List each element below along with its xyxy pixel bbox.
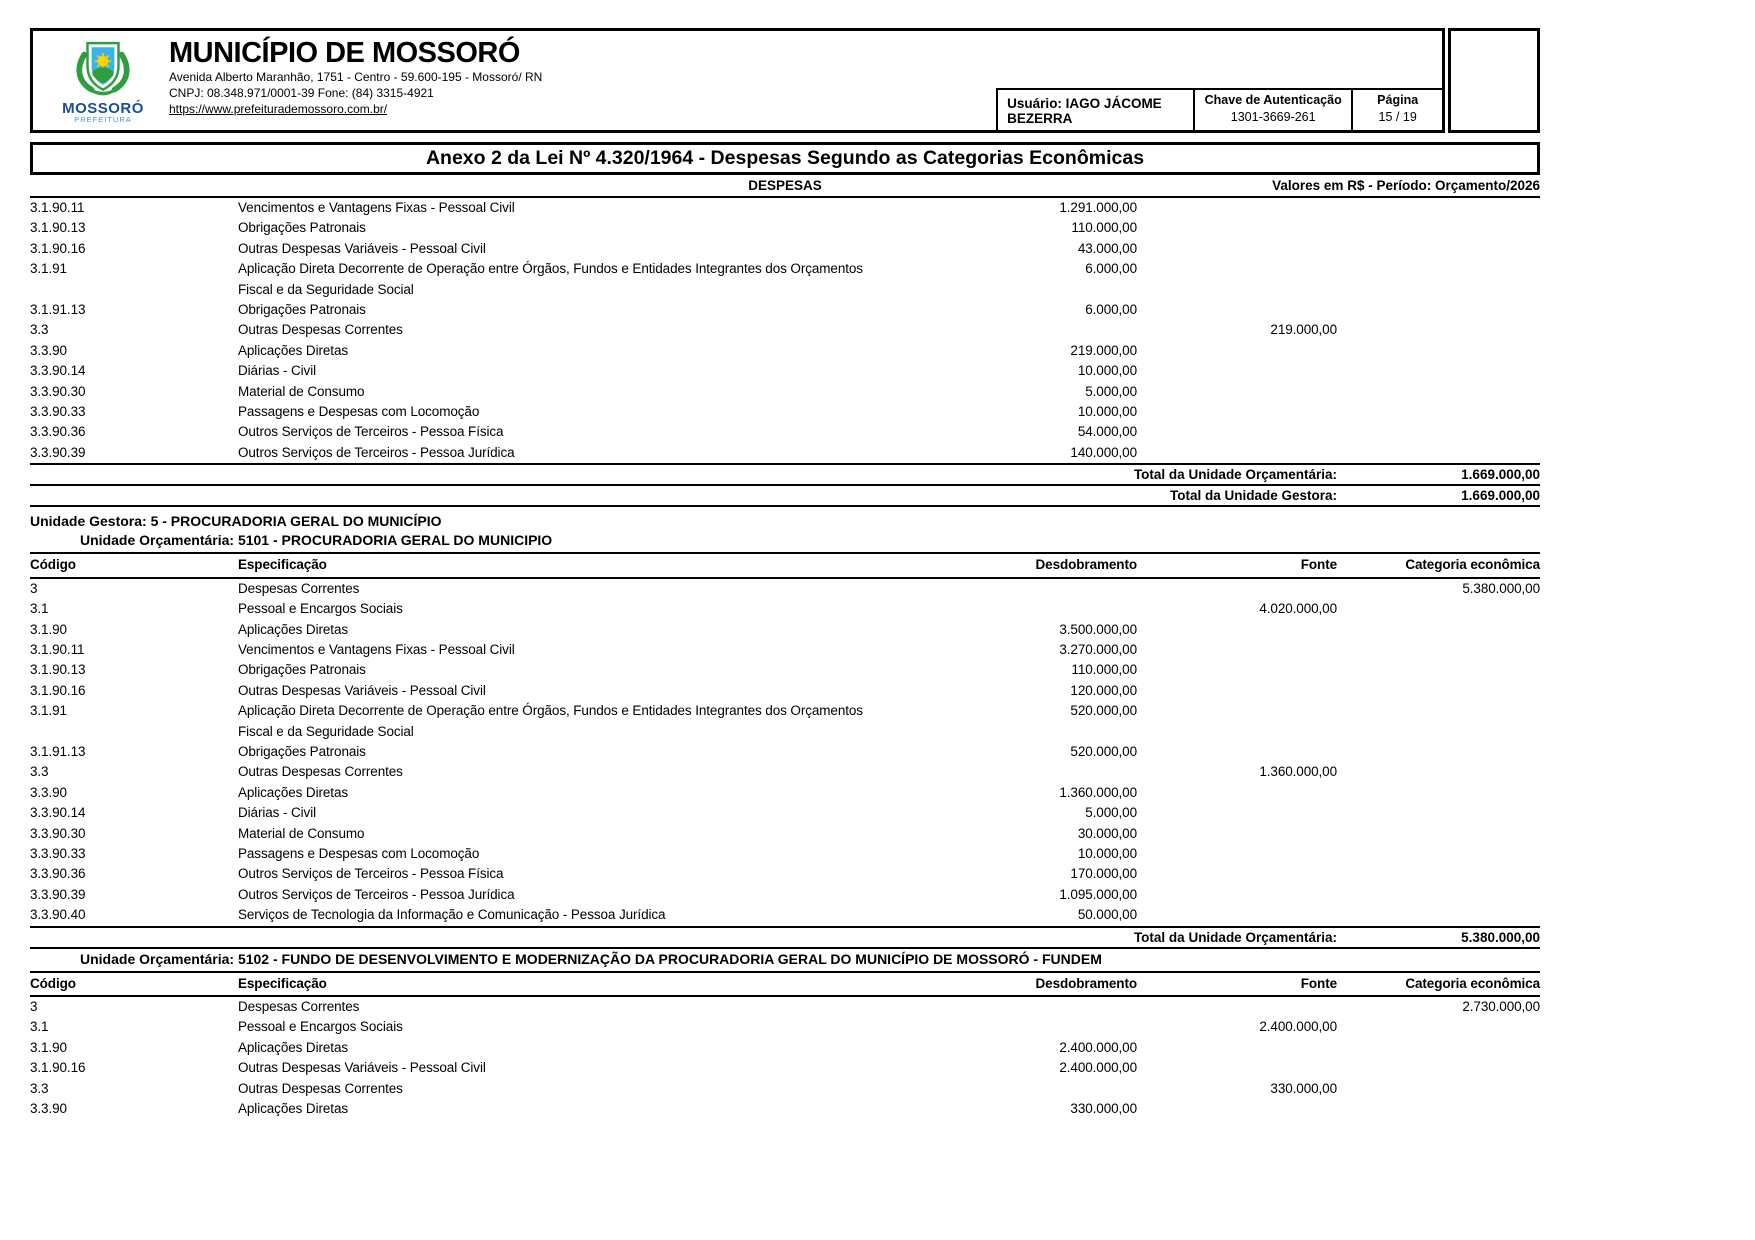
cell-categoria bbox=[1337, 1079, 1540, 1099]
page-number-label: Página bbox=[1377, 93, 1419, 107]
cell-categoria bbox=[1337, 803, 1540, 823]
cell-desdobramento: 219.000,00 bbox=[1070, 342, 1137, 358]
cell-categoria bbox=[1337, 259, 1540, 300]
cell-fonte bbox=[1137, 681, 1337, 701]
cell-fonte bbox=[1137, 742, 1337, 762]
cell-codigo: 3.3 bbox=[30, 322, 49, 338]
table-row bbox=[30, 844, 1540, 864]
table-row bbox=[30, 783, 1540, 803]
cell-especificacao: Outras Despesas Variáveis - Pessoal Civil bbox=[238, 682, 486, 698]
table-row bbox=[30, 701, 1540, 742]
cell-categoria: 5.380.000,00 bbox=[1462, 580, 1540, 596]
column-header-desdobramento: Desdobramento bbox=[1035, 557, 1137, 573]
cell-desdobramento: 10.000,00 bbox=[1077, 845, 1137, 861]
cell-categoria bbox=[1337, 1038, 1540, 1058]
cell-categoria bbox=[1337, 341, 1540, 361]
cell-fonte bbox=[1137, 885, 1337, 905]
cell-especificacao: Aplicação Direta Decorrente de Operação entre Órgãos, Fundos e Entidades Integrantes dos Orçamentos Fiscal e da Seguridade Social bbox=[238, 703, 863, 739]
logo-city-name: MOSSORÓ bbox=[62, 100, 144, 117]
unit-gestora-heading: Unidade Gestora: 5 - PROCURADORIA GERAL DO MUNICÍPIO bbox=[30, 513, 442, 530]
table-row bbox=[30, 997, 1540, 1017]
total-row bbox=[30, 463, 1540, 486]
total-label: Total da Unidade Gestora: bbox=[1169, 488, 1337, 504]
cell-desdobramento: 54.000,00 bbox=[1077, 424, 1137, 440]
cell-especificacao: Outras Despesas Variáveis - Pessoal Civil bbox=[238, 1060, 486, 1076]
cell-desdobramento: 110.000,00 bbox=[1071, 220, 1137, 236]
unit-orcamentaria-heading: Unidade Orçamentária: 5101 - PROCURADORIA GERAL DO MUNICIPIO bbox=[80, 532, 553, 549]
cell-codigo: 3.3.90 bbox=[30, 1101, 67, 1117]
report-band bbox=[30, 175, 1540, 198]
cell-codigo: 3.3.90.30 bbox=[30, 825, 86, 841]
cell-fonte bbox=[1137, 997, 1337, 1017]
cell-especificacao: Diárias - Civil bbox=[238, 363, 317, 379]
cell-desdobramento: 330.000,00 bbox=[1070, 1101, 1137, 1117]
table-row bbox=[30, 599, 1540, 619]
table-row bbox=[30, 742, 1540, 762]
cell-fonte: 2.400.000,00 bbox=[1259, 1019, 1337, 1035]
column-header-row bbox=[30, 971, 1540, 997]
table-row bbox=[30, 320, 1540, 340]
table-row bbox=[30, 660, 1540, 680]
cell-categoria bbox=[1337, 640, 1540, 660]
total-value: 1.669.000,00 bbox=[1461, 488, 1540, 504]
column-header-fonte: Fonte bbox=[1300, 557, 1337, 573]
cell-fonte bbox=[1137, 824, 1337, 844]
cell-fonte bbox=[1137, 803, 1337, 823]
table-row bbox=[30, 1099, 1540, 1119]
table-row bbox=[30, 885, 1540, 905]
cell-codigo: 3 bbox=[30, 999, 38, 1014]
cell-desdobramento bbox=[898, 997, 1137, 1017]
cell-especificacao: Pessoal e Encargos Sociais bbox=[238, 601, 403, 617]
cell-codigo: 3.3.90.33 bbox=[30, 404, 86, 420]
table-row bbox=[30, 620, 1540, 640]
table-row bbox=[30, 640, 1540, 660]
cell-especificacao: Aplicações Diretas bbox=[238, 621, 348, 637]
cell-categoria bbox=[1337, 844, 1540, 864]
cell-desdobramento: 120.000,00 bbox=[1070, 682, 1137, 698]
cell-categoria bbox=[1337, 599, 1540, 619]
cell-categoria bbox=[1337, 402, 1540, 422]
cell-codigo: 3.1.90.16 bbox=[30, 1060, 86, 1076]
cell-fonte: 219.000,00 bbox=[1270, 322, 1337, 338]
city-crest-icon bbox=[70, 84, 136, 101]
cell-codigo: 3.3.90.33 bbox=[30, 845, 86, 861]
cell-categoria bbox=[1337, 361, 1540, 381]
cell-desdobramento: 3.500.000,00 bbox=[1059, 621, 1137, 637]
cell-especificacao: Obrigações Patronais bbox=[238, 220, 366, 236]
cell-fonte bbox=[1137, 905, 1337, 925]
cell-fonte bbox=[1137, 579, 1337, 599]
cell-codigo: 3.1.90.16 bbox=[30, 682, 86, 698]
cell-fonte bbox=[1137, 239, 1337, 259]
cell-desdobramento: 50.000,00 bbox=[1077, 907, 1137, 923]
table-row bbox=[30, 1058, 1540, 1078]
column-header-categoria: Categoria econômica bbox=[1405, 557, 1540, 573]
table-row bbox=[30, 1079, 1540, 1099]
cell-codigo: 3 bbox=[30, 580, 38, 596]
table-row bbox=[30, 239, 1540, 259]
cell-fonte bbox=[1137, 361, 1337, 381]
cell-codigo: 3.1.90.11 bbox=[30, 200, 85, 215]
cell-desdobramento bbox=[898, 762, 1137, 782]
cell-fonte bbox=[1137, 402, 1337, 422]
cell-especificacao: Vencimentos e Vantagens Fixas - Pessoal Civil bbox=[238, 641, 515, 657]
table-row bbox=[30, 681, 1540, 701]
cell-fonte bbox=[1137, 422, 1337, 442]
auth-key-value: 1301-3669-261 bbox=[1230, 110, 1316, 124]
cell-especificacao: Obrigações Patronais bbox=[238, 662, 366, 678]
cell-fonte bbox=[1137, 218, 1337, 238]
cell-fonte bbox=[1137, 844, 1337, 864]
cell-categoria bbox=[1337, 1058, 1540, 1078]
table-row bbox=[30, 443, 1540, 463]
budget-section bbox=[30, 949, 1540, 1120]
cell-especificacao: Aplicação Direta Decorrente de Operação entre Órgãos, Fundos e Entidades Integrantes dos Orçamentos Fiscal e da Seguridade Social bbox=[238, 261, 863, 297]
column-header-codigo: Código bbox=[30, 557, 76, 573]
cell-codigo: 3.1.90 bbox=[30, 621, 67, 637]
report-sections bbox=[30, 198, 1540, 1119]
cell-categoria: 2.730.000,00 bbox=[1462, 999, 1540, 1014]
cell-especificacao: Despesas Correntes bbox=[238, 580, 360, 596]
table-row bbox=[30, 300, 1540, 320]
cell-especificacao: Outros Serviços de Terceiros - Pessoa Física bbox=[238, 866, 504, 882]
table-row bbox=[30, 579, 1540, 599]
table-row bbox=[30, 382, 1540, 402]
total-value: 1.669.000,00 bbox=[1461, 467, 1540, 483]
table-row bbox=[30, 218, 1540, 238]
cell-especificacao: Serviços de Tecnologia da Informação e Comunicação - Pessoa Jurídica bbox=[238, 907, 666, 923]
cell-codigo: 3.3.90.39 bbox=[30, 886, 86, 902]
column-header-desdobramento: Desdobramento bbox=[1035, 975, 1137, 991]
cell-fonte bbox=[1137, 1058, 1337, 1078]
table-row bbox=[30, 341, 1540, 361]
cell-codigo: 3.1.90.11 bbox=[30, 641, 85, 657]
cell-categoria bbox=[1337, 1099, 1540, 1119]
cell-desdobramento bbox=[898, 320, 1137, 340]
cell-codigo: 3.1.90.16 bbox=[30, 240, 86, 256]
cell-desdobramento bbox=[898, 1079, 1137, 1099]
column-header-especificacao: Especificação bbox=[238, 557, 327, 573]
cell-codigo: 3.1 bbox=[30, 1019, 49, 1035]
org-address: Avenida Alberto Maranhão, 1751 - Centro - 59.600-195 - Mossoró/ RN bbox=[169, 70, 543, 84]
org-info bbox=[157, 31, 542, 130]
cell-especificacao: Outros Serviços de Terceiros - Pessoa Física bbox=[238, 424, 504, 440]
cell-codigo: 3.3.90 bbox=[30, 342, 67, 358]
cell-desdobramento: 5.000,00 bbox=[1085, 805, 1137, 821]
cell-fonte bbox=[1137, 1038, 1337, 1058]
cell-categoria bbox=[1337, 762, 1540, 782]
cell-especificacao: Aplicações Diretas bbox=[238, 784, 348, 800]
cell-especificacao: Vencimentos e Vantagens Fixas - Pessoal Civil bbox=[238, 200, 515, 215]
cell-codigo: 3.3.90.39 bbox=[30, 444, 86, 460]
column-header-row bbox=[30, 552, 1540, 578]
cell-desdobramento: 30.000,00 bbox=[1077, 825, 1137, 841]
cell-desdobramento: 140.000,00 bbox=[1070, 444, 1137, 460]
cell-categoria bbox=[1337, 422, 1540, 442]
page-number-value: 15 / 19 bbox=[1378, 110, 1417, 124]
cell-especificacao: Aplicações Diretas bbox=[238, 1101, 348, 1117]
cell-fonte bbox=[1137, 198, 1337, 218]
auth-key-label: Chave de Autenticação bbox=[1204, 93, 1342, 107]
cell-fonte bbox=[1137, 443, 1337, 463]
table-row bbox=[30, 422, 1540, 442]
cell-desdobramento: 5.000,00 bbox=[1085, 383, 1137, 399]
cell-categoria bbox=[1337, 620, 1540, 640]
band-center-label: DESPESAS bbox=[748, 178, 822, 193]
report-title: Anexo 2 da Lei Nº 4.320/1964 - Despesas Segundo as Categorias Econômicas bbox=[30, 142, 1540, 175]
cell-fonte: 330.000,00 bbox=[1270, 1080, 1337, 1096]
table-row bbox=[30, 864, 1540, 884]
cell-fonte bbox=[1137, 864, 1337, 884]
total-row bbox=[30, 926, 1540, 949]
cell-especificacao: Outras Despesas Correntes bbox=[238, 764, 403, 780]
page-header bbox=[30, 0, 1540, 133]
cell-categoria bbox=[1337, 218, 1540, 238]
org-website-link[interactable]: https://www.prefeiturademossoro.com.br/ bbox=[169, 102, 388, 116]
table-row bbox=[30, 198, 1540, 218]
column-header-especificacao: Especificação bbox=[238, 975, 327, 991]
cell-codigo: 3.3.90 bbox=[30, 784, 67, 800]
cell-fonte bbox=[1137, 620, 1337, 640]
cell-codigo: 3.1.91.13 bbox=[30, 302, 86, 318]
cell-categoria bbox=[1337, 300, 1540, 320]
cell-desdobramento: 170.000,00 bbox=[1070, 866, 1137, 882]
total-row bbox=[30, 486, 1540, 507]
cell-especificacao: Obrigações Patronais bbox=[238, 743, 366, 759]
cell-fonte bbox=[1137, 701, 1337, 742]
cell-desdobramento bbox=[898, 1017, 1137, 1037]
cell-codigo: 3.3.90.36 bbox=[30, 424, 86, 440]
table-row bbox=[30, 803, 1540, 823]
document-page bbox=[30, 0, 1540, 1119]
cell-especificacao: Passagens e Despesas com Locomoção bbox=[238, 845, 480, 861]
cell-desdobramento: 110.000,00 bbox=[1071, 662, 1137, 678]
cell-especificacao: Diárias - Civil bbox=[238, 805, 317, 821]
cell-desdobramento: 6.000,00 bbox=[1085, 261, 1137, 277]
cell-fonte: 4.020.000,00 bbox=[1259, 601, 1337, 617]
letterhead-box bbox=[30, 28, 1445, 133]
total-value: 5.380.000,00 bbox=[1461, 929, 1540, 945]
auth-key-cell bbox=[1193, 90, 1351, 130]
table-row bbox=[30, 361, 1540, 381]
page-number-cell bbox=[1351, 90, 1442, 130]
cell-categoria bbox=[1337, 742, 1540, 762]
cell-desdobramento: 2.400.000,00 bbox=[1059, 1039, 1137, 1055]
cell-especificacao: Aplicações Diretas bbox=[238, 1039, 348, 1055]
cell-codigo: 3.1.90 bbox=[30, 1039, 67, 1055]
cell-categoria bbox=[1337, 198, 1540, 218]
budget-section bbox=[30, 198, 1540, 507]
table-row bbox=[30, 259, 1540, 300]
cell-desdobramento: 6.000,00 bbox=[1085, 302, 1137, 318]
cell-categoria bbox=[1337, 660, 1540, 680]
cell-desdobramento: 43.000,00 bbox=[1077, 240, 1137, 256]
cell-fonte bbox=[1137, 259, 1337, 300]
cell-categoria bbox=[1337, 701, 1540, 742]
auth-strip bbox=[996, 88, 1442, 130]
cell-desdobramento: 520.000,00 bbox=[1070, 703, 1137, 719]
cell-fonte: 1.360.000,00 bbox=[1259, 764, 1337, 780]
cell-codigo: 3.3.90.30 bbox=[30, 383, 86, 399]
cell-fonte bbox=[1137, 341, 1337, 361]
user-cell: Usuário: IAGO JÁCOME BEZERRA bbox=[996, 90, 1193, 130]
cell-especificacao: Obrigações Patronais bbox=[238, 302, 366, 318]
cell-especificacao: Material de Consumo bbox=[238, 383, 365, 399]
table-row bbox=[30, 762, 1540, 782]
cell-fonte bbox=[1137, 1099, 1337, 1119]
cell-codigo: 3.3.90.40 bbox=[30, 907, 86, 923]
cell-desdobramento: 10.000,00 bbox=[1077, 363, 1137, 379]
cell-categoria bbox=[1337, 885, 1540, 905]
table-row bbox=[30, 824, 1540, 844]
stamp-box bbox=[1448, 28, 1540, 133]
cell-especificacao: Outros Serviços de Terceiros - Pessoa Jurídica bbox=[238, 444, 515, 460]
cell-especificacao: Pessoal e Encargos Sociais bbox=[238, 1019, 403, 1035]
cell-codigo: 3.1.90.13 bbox=[30, 662, 86, 678]
column-header-fonte: Fonte bbox=[1300, 975, 1337, 991]
column-header-codigo: Código bbox=[30, 975, 76, 991]
org-cnpj-phone: CNPJ: 08.348.971/0001-39 Fone: (84) 3315-4921 bbox=[169, 86, 434, 100]
org-name: MUNICÍPIO DE MOSSORÓ bbox=[169, 37, 520, 69]
column-header-categoria: Categoria econômica bbox=[1405, 975, 1540, 991]
table-row bbox=[30, 1038, 1540, 1058]
cell-categoria bbox=[1337, 239, 1540, 259]
cell-fonte bbox=[1137, 783, 1337, 803]
total-label: Total da Unidade Orçamentária: bbox=[1133, 929, 1337, 945]
cell-especificacao: Material de Consumo bbox=[238, 825, 365, 841]
cell-especificacao: Passagens e Despesas com Locomoção bbox=[238, 404, 480, 420]
cell-desdobramento: 3.270.000,00 bbox=[1059, 641, 1137, 657]
cell-especificacao: Outros Serviços de Terceiros - Pessoa Jurídica bbox=[238, 886, 515, 902]
band-right-label: Valores em R$ - Período: Orçamento/2026 bbox=[1272, 178, 1540, 193]
unit-orcamentaria-heading: Unidade Orçamentária: 5102 - FUNDO DE DESENVOLVIMENTO E MODERNIZAÇÃO DA PROCURADORIA GERAL DO MUNICÍPIO DE MOSSORÓ - FUNDEM bbox=[80, 950, 1102, 967]
cell-categoria bbox=[1337, 905, 1540, 925]
table-row bbox=[30, 402, 1540, 422]
cell-desdobramento: 1.095.000,00 bbox=[1059, 886, 1137, 902]
cell-codigo: 3.3.90.14 bbox=[30, 805, 86, 821]
logo-subtitle: PREFEITURA bbox=[74, 115, 132, 124]
cell-categoria bbox=[1337, 864, 1540, 884]
cell-especificacao: Aplicações Diretas bbox=[238, 342, 348, 358]
cell-categoria bbox=[1337, 783, 1540, 803]
cell-categoria bbox=[1337, 681, 1540, 701]
cell-fonte bbox=[1137, 640, 1337, 660]
cell-fonte bbox=[1137, 660, 1337, 680]
cell-desdobramento: 1.291.000,00 bbox=[1059, 200, 1137, 215]
cell-codigo: 3.1 bbox=[30, 601, 49, 617]
city-logo bbox=[33, 31, 157, 130]
cell-desdobramento bbox=[898, 579, 1137, 599]
cell-codigo: 3.3 bbox=[30, 764, 49, 780]
cell-codigo: 3.3 bbox=[30, 1080, 49, 1096]
cell-categoria bbox=[1337, 1017, 1540, 1037]
cell-categoria bbox=[1337, 382, 1540, 402]
cell-especificacao: Outras Despesas Variáveis - Pessoal Civil bbox=[238, 240, 486, 256]
cell-codigo: 3.1.90.13 bbox=[30, 220, 86, 236]
table-row bbox=[30, 1017, 1540, 1037]
cell-categoria bbox=[1337, 320, 1540, 340]
table-row bbox=[30, 905, 1540, 925]
cell-especificacao: Despesas Correntes bbox=[238, 999, 360, 1014]
total-label: Total da Unidade Orçamentária: bbox=[1133, 467, 1337, 483]
cell-categoria bbox=[1337, 824, 1540, 844]
budget-section bbox=[30, 507, 1540, 948]
cell-especificacao: Outras Despesas Correntes bbox=[238, 322, 403, 338]
cell-codigo: 3.1.91.13 bbox=[30, 743, 86, 759]
cell-desdobramento: 1.360.000,00 bbox=[1059, 784, 1137, 800]
cell-fonte bbox=[1137, 300, 1337, 320]
cell-especificacao: Outras Despesas Correntes bbox=[238, 1080, 403, 1096]
cell-desdobramento: 520.000,00 bbox=[1070, 743, 1137, 759]
cell-desdobramento: 2.400.000,00 bbox=[1059, 1060, 1137, 1076]
cell-desdobramento: 10.000,00 bbox=[1077, 404, 1137, 420]
cell-codigo: 3.3.90.36 bbox=[30, 866, 86, 882]
cell-fonte bbox=[1137, 382, 1337, 402]
cell-codigo: 3.1.91 bbox=[30, 261, 67, 277]
cell-desdobramento bbox=[898, 599, 1137, 619]
cell-codigo: 3.3.90.14 bbox=[30, 363, 86, 379]
cell-codigo: 3.1.91 bbox=[30, 703, 67, 719]
cell-categoria bbox=[1337, 443, 1540, 463]
